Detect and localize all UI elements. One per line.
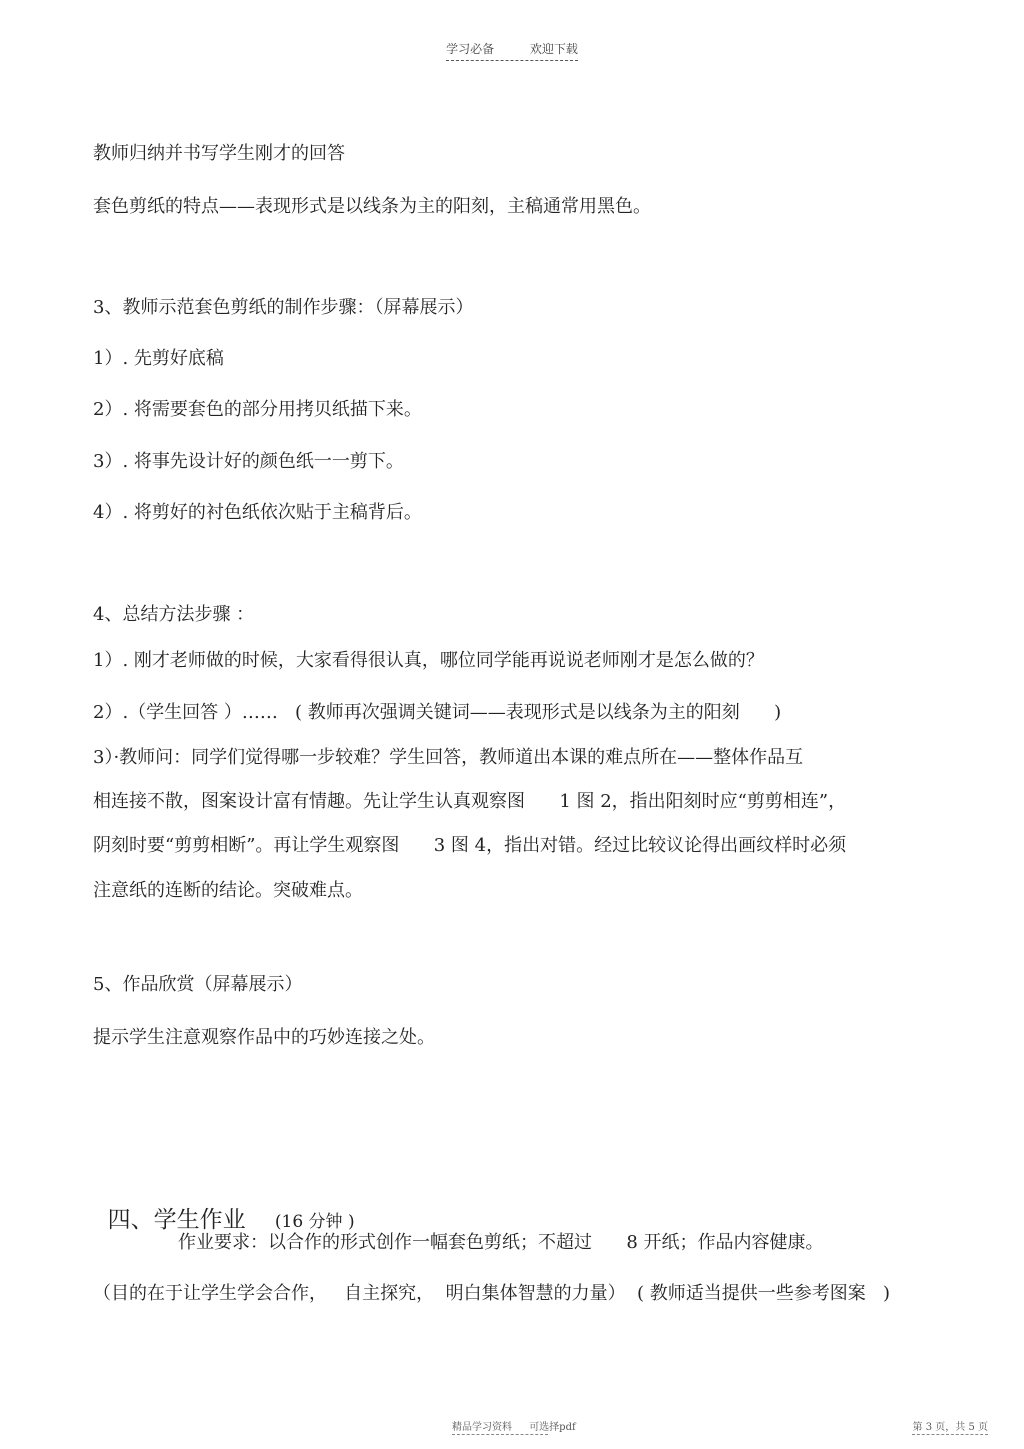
paragraph-line: 提示学生注意观察作品中的巧妙连接之处。: [93, 1027, 435, 1048]
step-line: 1）. 先剪好底稿: [93, 348, 224, 369]
header-right-text: 欢迎下载: [529, 42, 578, 56]
header-left-text: 学习必备: [446, 42, 495, 56]
step-line: 4）. 将剪好的衬色纸依次贴于主稿背后。: [93, 502, 422, 523]
section-heading-3: 3、教师示范套色剪纸的制作步骤：（屏幕展示）: [93, 297, 474, 318]
section-four-title: 四、学生作业: [107, 1207, 246, 1233]
footer-divider: [452, 1434, 548, 1435]
paragraph-line: 教师归纳并书写学生刚才的回答: [93, 143, 345, 164]
step-line: 2）. 将需要套色的部分用拷贝纸描下来。: [93, 399, 422, 420]
paragraph-line: 套色剪纸的特点——表现形式是以线条为主的阳刻，主稿通常用黑色。: [93, 196, 651, 217]
paragraph-line: 相连接不散，图案设计富有情趣。先让学生认真观察图 1 图 2，指出阳刻时应“剪剪相连”，: [93, 791, 847, 812]
section-four-duration: (16 分钟 ): [274, 1212, 355, 1232]
footer-text-b: 可选择pdf: [529, 1422, 576, 1433]
section-heading-5: 5、作品欣赏（屏幕展示）: [93, 974, 303, 995]
footer-text-a: 精品学习资料: [452, 1422, 512, 1433]
paragraph-line: 注意纸的连断的结论。突破难点。: [93, 880, 363, 901]
step-line: 3）·教师问：同学们觉得哪一步较难？学生回答，教师道出本课的难点所在——整体作品互: [93, 747, 804, 768]
step-line: 1）. 刚才老师做的时候，大家看得很认真，哪位同学能再说说老师刚才是怎么做的？: [93, 650, 764, 671]
footer-divider-right: [912, 1434, 988, 1435]
page-header: [0, 40, 1024, 57]
section-four-heading: [93, 1175, 355, 1237]
page-footer-left: [452, 1418, 590, 1433]
header-divider: [446, 60, 578, 61]
homework-purpose: （目的在于让学生学会合作， 自主探究， 明白集体智慧的力量） ( 教师适当提供一些参考图案 ): [93, 1283, 890, 1304]
step-line: 3）. 将事先设计好的颜色纸一一剪下。: [93, 451, 404, 472]
section-heading-4: 4、总结方法步骤 ：: [93, 604, 255, 625]
step-line: 2）.（学生回答 ）…… ( 教师再次强调关键词——表现形式是以线条为主的阳刻 ): [93, 702, 782, 723]
page-number: 第 3 页，共 5 页: [912, 1422, 988, 1433]
paragraph-line: 阴刻时要“剪剪相断”。再让学生观察图 3 图 4，指出对错。经过比较议论得出画纹样时必须: [93, 835, 847, 856]
homework-requirement: 作业要求：以合作的形式创作一幅套色剪纸；不超过 8 开纸；作品内容健康。: [178, 1232, 824, 1253]
